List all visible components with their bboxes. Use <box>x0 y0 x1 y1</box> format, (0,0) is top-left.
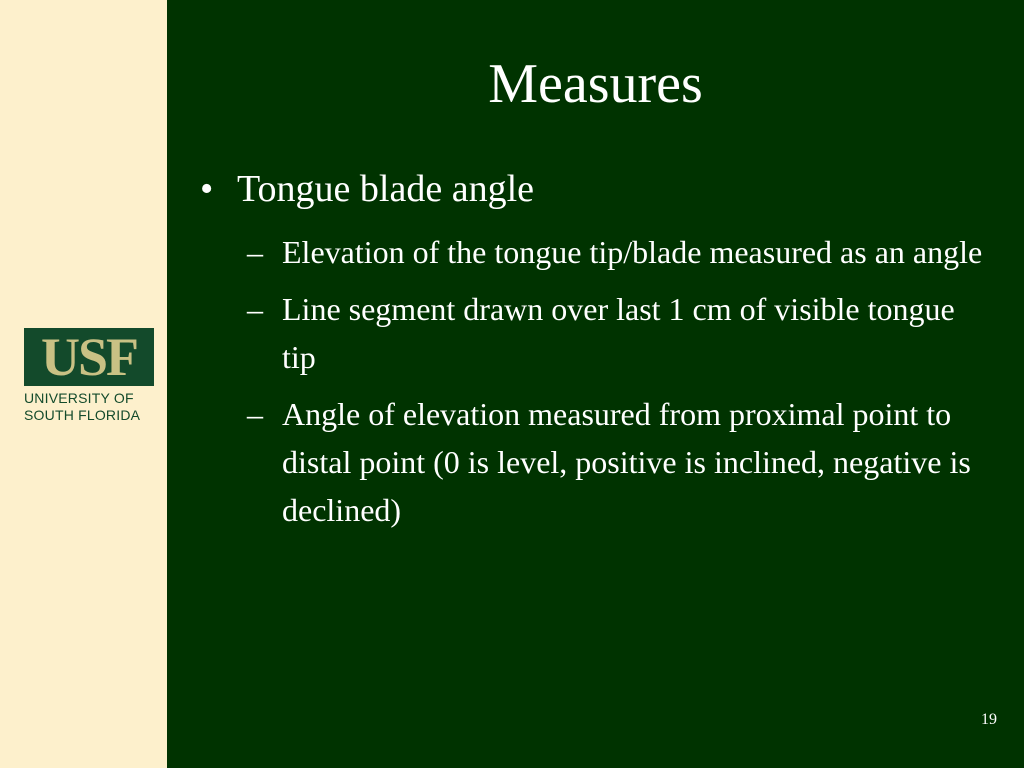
usf-logo-line-2: SOUTH FLORIDA <box>24 407 141 423</box>
sub-bullet-text: Angle of elevation measured from proximal point to distal point (0 is level, positive is inclined, negative is declined) <box>282 396 971 528</box>
sub-bullet-item <box>247 390 987 534</box>
sub-bullet-text: Line segment drawn over last 1 cm of visible tongue tip <box>282 291 955 375</box>
slide-title: Measures <box>488 53 703 115</box>
usf-logo-mark: USF <box>40 327 137 387</box>
bullet-marker: • <box>200 168 214 210</box>
sub-bullet-text: Elevation of the tongue tip/blade measured as an angle <box>282 234 983 270</box>
bullet-item <box>200 166 534 212</box>
usf-logo <box>24 328 156 424</box>
dash-marker: – <box>247 396 263 432</box>
slide-content <box>167 0 1024 768</box>
sub-bullet-item <box>247 285 987 381</box>
bullet-text: Tongue blade angle <box>237 168 535 210</box>
page-number: 19 <box>981 711 997 728</box>
sub-bullet-item <box>247 228 987 276</box>
sidebar-panel <box>0 0 167 768</box>
usf-logo-mark-box <box>24 328 154 386</box>
sub-bullet-list <box>247 228 987 543</box>
dash-marker: – <box>247 291 263 327</box>
usf-logo-line-1: UNIVERSITY OF <box>24 390 134 406</box>
dash-marker: – <box>247 234 263 270</box>
